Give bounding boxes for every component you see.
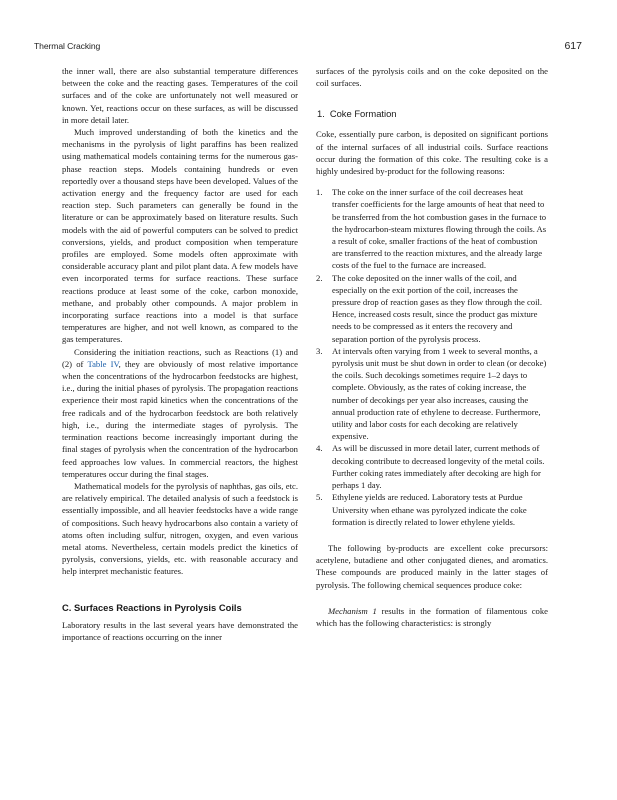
paragraph-text: , they are obviously of most relative importance when the concentrations of the hydrocarbon feedstocks are highest, i.e., during the initial phases of pyrolysis. The propagation reactions experience their most rapid kinetics when the concentrations of the free radicals and of the hydrocarbon feedstock are both relatively high, i.e., during the intermediate stages of pyrolysis. The termination reactions become increasingly important during the final stages of pyrolysis when the concentration of the hydrocarbon feed approaches low values. In commercial reactors, the highest temperatures occur during the final stages. — [62, 358, 299, 479]
paragraph — [316, 605, 548, 629]
list-item-text: At intervals often varying from 1 week to several months, a pyrolysis unit must be shut down in order to clean (or decoke) the coils. Such decokings sometimes require 1–2 days to complete. Obviously, as the rates of coking increase, the number of decokings per year also increases, causing the annual production rate of ethylene to decrease. Furthermore, utility and labor costs for each decoking are relatively expensive. — [332, 345, 547, 442]
list-item — [316, 186, 548, 271]
spacer — [316, 528, 548, 542]
list-item — [316, 442, 548, 491]
paragraph: The following by-products are excellent coke precursors: acetylene, butadiene and other conjugated dienes, and aromatics. These compounds are produced mainly in the latter stages of pyrolysis. The following chemical sequences produce coke: — [316, 542, 548, 590]
running-title: Thermal Cracking — [34, 41, 101, 51]
paragraph-text: results in the formation of filamentous coke which has the following characteristics: is strongly — [316, 605, 548, 628]
paragraph: surfaces of the pyrolysis coils and on the coke deposited on the coil surfaces. — [316, 66, 548, 89]
paragraph — [62, 346, 298, 480]
list-item-text: The coke deposited on the inner walls of the coil, and especially on the exit portion of the coil, increases the pressure drop of reaction gases as they flow through the coil. Hence, increased costs result, since the product gas mixture needs to be compressed as it enters the recovery and separation portion of the pyrolysis process. — [332, 272, 543, 344]
section-heading: C. Surfaces Reactions in Pyrolysis Coils — [62, 601, 242, 613]
list-item — [316, 491, 548, 528]
spacer — [316, 591, 548, 605]
left-column — [62, 65, 298, 643]
running-header — [34, 41, 582, 55]
paragraph: Coke, essentially pure carbon, is deposited on significant portions of the internal surfaces of all industrial coils. Surface reactions occur during the formation of this coke. The resulting coke is a highly undesired by-product for the following reasons: — [316, 129, 548, 177]
list-item — [316, 272, 548, 345]
paragraph: Mathematical models for the pyrolysis of naphthas, gas oils, etc. are relatively empirical. The detailed analysis of such a feedstock is essentially impossible, and all heavier feedstocks have a wide range of compositions. Such heavy hydrocarbons also contain a variety of atoms often including sulfur, nitrogen, oxygen, and even various metal atoms. Nevertheless, certain models predict the kinetics of pyrolysis, conversions, yields, etc. with reasonable accuracy and help interpret mechanistic features. — [62, 480, 298, 577]
reasons-list — [316, 186, 548, 528]
list-marker: 4. — [316, 443, 323, 454]
subsection-number: 1. — [317, 108, 325, 120]
right-column — [316, 65, 548, 629]
list-marker: 2. — [316, 272, 323, 283]
subsection-title: Coke Formation — [329, 108, 397, 120]
list-item-text: Ethylene yields are reduced. Laboratory tests at Purdue University when ethane was pyrolyzed indicate the coke formation is directly related to lower ethylene yields. — [332, 492, 527, 527]
table-iv-link[interactable]: Table IV — [87, 358, 119, 369]
paragraph: the inner wall, there are also substantial temperature differences between the coke and the reacting gases. Temperatures of the coil surfaces and of the coke are unfortunately not well measured or known. Yet, reactions occur on these surfaces, as will be discussed in more detail later. — [62, 66, 298, 125]
list-item-text: As will be discussed in more detail later, current methods of decoking contribute to decreased longevity of the metal coils. Further coking rates immediately after decoking are high for perhaps 1 day. — [332, 443, 545, 491]
list-item-text: The coke on the inner surface of the coil decreases heat transfer coefficients for the large amounts of heat that need to be transferred from the hot combustion gases in the furnace to the hydrocarbon-steam mixtures flowing through the coils. As a result of coke, smaller fractions of the heat of combustion are transferred to the reaction mixtures, and the already large costs of the fuel to the furnace are increased. — [332, 187, 547, 271]
list-marker: 3. — [316, 345, 323, 356]
page-number: 617 — [564, 40, 582, 52]
mechanism-label: Mechanism 1 — [328, 605, 377, 616]
list-marker: 5. — [316, 492, 323, 503]
list-marker: 1. — [316, 187, 323, 198]
subsection-heading — [316, 108, 548, 120]
paragraph: Laboratory results in the last several years have demonstrated the importance of reactions occurring on the inner — [62, 619, 298, 642]
list-item — [316, 345, 548, 443]
paragraph: Much improved understanding of both the kinetics and the mechanisms in the pyrolysis of light paraffins has been realized using mathematical models containing terms for the numerous gas-phase reaction steps. Models containing hundreds or even reportedly over a thousand steps have been developed. Values of the activation energy and the frequency factor are used for each reaction step. Such parameters can generally be found in the literature or can be approximately based on literature results. Such models with the aid of powerful computers can be solved to predict conversions, yields, and product composition when temperature profiles are employed. Some models often approximate with considerable accuracy plant and pilot plant data. A few models have even incorporated terms for surface reactions. These surface reactions produce at least some of the coke, carbon monoxide, methane, and probably other compounds. A major problem in incorporating surface reactions into a model is that surface temperatures are higher, and not well known, as compared to the gas temperatures. — [62, 127, 298, 345]
paragraph-text: Considering the initiation reactions, such as Reactions (1) and (2) of — [62, 346, 298, 369]
